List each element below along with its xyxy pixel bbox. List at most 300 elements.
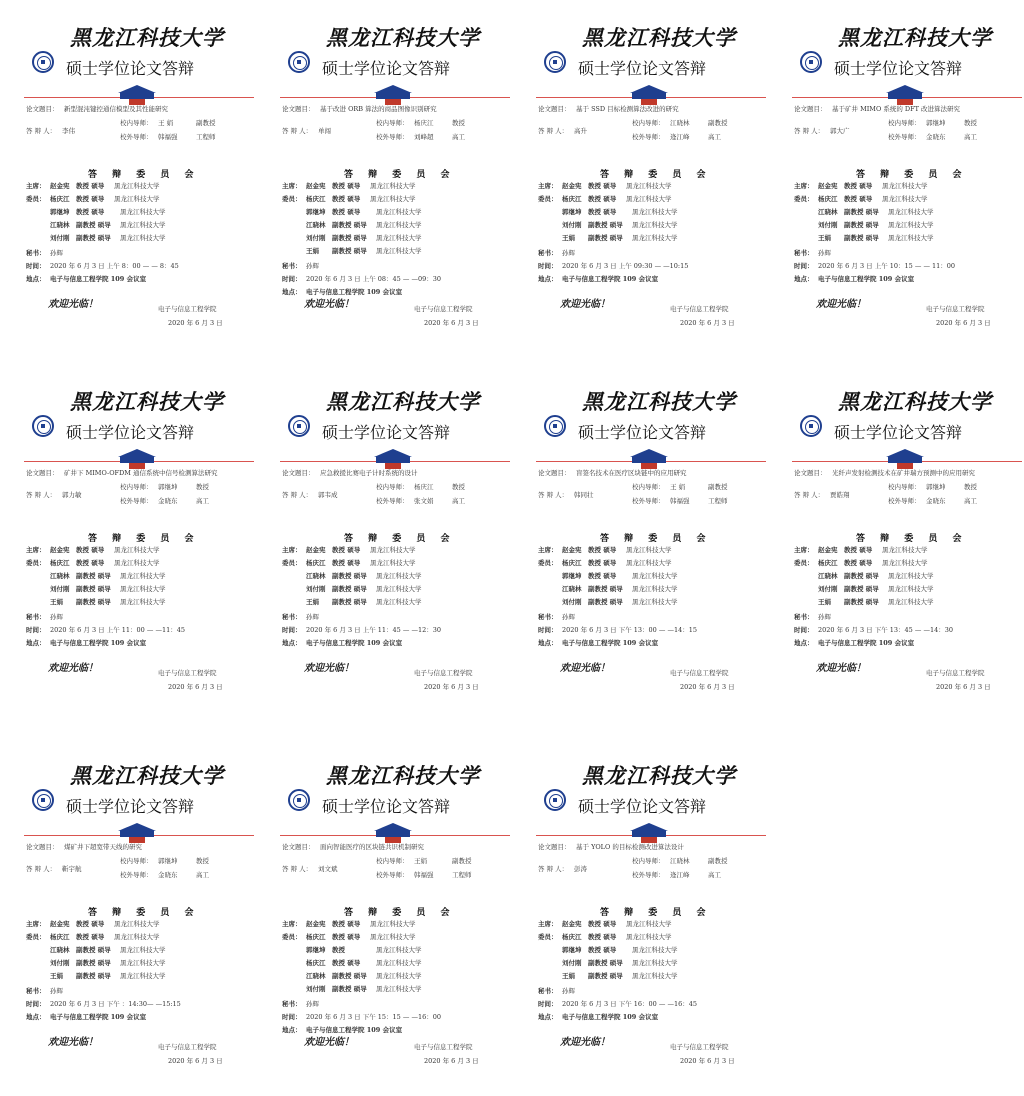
outer-advisor-title: 高工 [708, 871, 721, 879]
member-title: 副教授 硕导 [332, 247, 367, 255]
member-org: 黑龙江科技大学 [888, 234, 934, 242]
poster-card [530, 372, 770, 722]
student-name: 刘文斌 [318, 865, 338, 873]
member-org: 黑龙江科技大学 [120, 598, 166, 606]
place-value: 电子与信息工程学院 109 会议室 [306, 1026, 403, 1034]
member-org: 黑龙江科技大学 [888, 572, 934, 580]
outer-advisor-name: 金晓东 [926, 133, 946, 141]
university-script-title: 黑龙江科技大学 [326, 763, 480, 788]
outer-advisor-name: 刘峰超 [414, 133, 434, 141]
secretary-name: 孙辉 [562, 613, 575, 621]
university-logo-icon [288, 51, 310, 73]
inner-advisor-title: 副教授 [452, 857, 472, 865]
chair-title: 教授 硕导 [844, 182, 873, 190]
chair-org: 黑龙江科技大学 [626, 182, 672, 190]
outer-advisor-title: 工程师 [452, 871, 472, 879]
secretary-label: 秘书： [538, 613, 558, 621]
student-name: 郭大广 [830, 127, 850, 135]
college-name: 电子与信息工程学院 [670, 1043, 729, 1051]
time-label: 时间： [26, 1000, 46, 1008]
university-script-title: 黑龙江科技大学 [70, 763, 224, 788]
member-title: 副教授 硕导 [76, 972, 111, 980]
members-label: 委员： [282, 933, 302, 941]
chair-label: 主席： [794, 546, 814, 554]
place-value: 电子与信息工程学院 109 会议室 [50, 639, 147, 647]
chair-name: 赵金宪 [818, 182, 838, 190]
member-title: 副教授 硕导 [76, 585, 111, 593]
member-org: 黑龙江科技大学 [376, 234, 422, 242]
member-title: 教授 硕导 [844, 559, 873, 567]
outer-advisor-label: 校外导师： [888, 133, 921, 141]
poster-card [530, 8, 770, 358]
outer-advisor-name: 张文娟 [414, 497, 434, 505]
chair-title: 教授 硕导 [588, 546, 617, 554]
member-title: 教授 硕导 [332, 959, 361, 967]
member-org: 黑龙江科技大学 [376, 221, 422, 229]
time-value: 2020 年 6 月 3 日 上午 09:30 — —10:15 [562, 262, 689, 270]
chair-org: 黑龙江科技大学 [370, 546, 416, 554]
place-label: 地点： [26, 275, 46, 283]
chair-org: 黑龙江科技大学 [882, 546, 928, 554]
poster-date: 2020 年 6 月 3 日 [680, 1057, 735, 1065]
member-org: 黑龙江科技大学 [888, 221, 934, 229]
member-title: 副教授 硕导 [588, 221, 623, 229]
chair-name: 赵金宪 [306, 920, 326, 928]
member-name: 郭继坤 [562, 572, 582, 580]
poster-title: 硕士学位论文答辩 [66, 797, 195, 816]
member-title: 副教授 硕导 [844, 208, 879, 216]
poster-date: 2020 年 6 月 3 日 [168, 683, 223, 691]
member-org: 黑龙江科技大学 [632, 946, 678, 954]
inner-advisor-title: 副教授 [708, 119, 728, 127]
chair-label: 主席： [26, 182, 46, 190]
inner-advisor-title: 教授 [196, 483, 209, 491]
topic-value: 矿井下 MIMO-OFDM 通信系统中信号检测算法研究 [64, 469, 218, 477]
member-name: 杨庆江 [562, 933, 582, 941]
inner-advisor-title: 教授 [452, 119, 465, 127]
committee-heading: 答 辩 委 员 会 [600, 170, 712, 180]
chair-label: 主席： [538, 920, 558, 928]
member-org: 黑龙江科技大学 [632, 598, 678, 606]
topic-label: 论文题目： [538, 469, 571, 477]
inner-advisor-title: 教授 [964, 119, 977, 127]
member-name: 王娟 [306, 598, 319, 606]
inner-advisor-label: 校内导师： [376, 483, 409, 491]
member-org: 黑龙江科技大学 [120, 946, 166, 954]
student-label: 答 辩 人： [282, 491, 313, 499]
place-label: 地点： [282, 639, 302, 647]
member-name: 杨庆江 [562, 559, 582, 567]
student-name: 贾皓翔 [830, 491, 850, 499]
secretary-label: 秘书： [538, 249, 558, 257]
member-name: 杨庆江 [306, 195, 326, 203]
inner-advisor-label: 校内导师： [120, 119, 153, 127]
topic-label: 论文题目： [282, 105, 315, 113]
committee-heading: 答 辩 委 员 会 [344, 908, 456, 918]
inner-advisor-label: 校内导师： [376, 857, 409, 865]
member-name: 杨庆江 [818, 559, 838, 567]
member-name: 杨庆江 [306, 959, 326, 967]
poster-title: 硕士学位论文答辩 [322, 797, 451, 816]
chair-org: 黑龙江科技大学 [114, 546, 160, 554]
member-org: 黑龙江科技大学 [632, 972, 678, 980]
member-org: 黑龙江科技大学 [632, 572, 678, 580]
inner-advisor-title: 副教授 [196, 119, 216, 127]
member-name: 江晓林 [306, 221, 326, 229]
place-value: 电子与信息工程学院 109 会议室 [562, 275, 659, 283]
secretary-label: 秘书： [26, 987, 46, 995]
place-label: 地点： [282, 1026, 302, 1034]
welcome-text: 欢迎光临！ [304, 299, 354, 310]
topic-value: 基于改进 ORB 算法的商品图像识别研究 [320, 105, 437, 113]
member-name: 刘付刚 [50, 585, 70, 593]
secretary-name: 孙辉 [50, 613, 63, 621]
chair-name: 赵金宪 [562, 920, 582, 928]
inner-advisor-label: 校内导师： [120, 483, 153, 491]
place-label: 地点： [538, 275, 558, 283]
member-org: 黑龙江科技大学 [114, 195, 160, 203]
secretary-name: 孙辉 [818, 613, 831, 621]
place-label: 地点： [538, 1013, 558, 1021]
university-script-title: 黑龙江科技大学 [326, 389, 480, 414]
secretary-name: 孙辉 [50, 249, 63, 257]
committee-heading: 答 辩 委 员 会 [344, 170, 456, 180]
chair-title: 教授 硕导 [332, 920, 361, 928]
member-name: 郭继坤 [306, 946, 326, 954]
inner-advisor-label: 校内导师： [632, 857, 665, 865]
secretary-name: 孙辉 [562, 987, 575, 995]
member-name: 王娟 [50, 972, 63, 980]
members-label: 委员： [794, 559, 814, 567]
poster-title: 硕士学位论文答辩 [322, 59, 451, 78]
topic-value: 盲签名技术在医疗区块链中的应用研究 [576, 469, 687, 477]
member-title: 副教授 硕导 [844, 221, 879, 229]
time-value: 2020 年 6 月 3 日 上午 11：00 — —11：45 [50, 626, 185, 634]
chair-title: 教授 硕导 [588, 182, 617, 190]
member-name: 郭继坤 [562, 208, 582, 216]
committee-heading: 答 辩 委 员 会 [88, 170, 200, 180]
poster-card [786, 8, 1024, 358]
poster-card [18, 8, 258, 358]
place-value: 电子与信息工程学院 109 会议室 [50, 275, 147, 283]
poster-date: 2020 年 6 月 3 日 [680, 319, 735, 327]
place-label: 地点： [538, 639, 558, 647]
poster-date: 2020 年 6 月 3 日 [936, 683, 991, 691]
member-title: 教授 硕导 [332, 559, 361, 567]
poster-date: 2020 年 6 月 3 日 [680, 683, 735, 691]
chair-label: 主席： [538, 546, 558, 554]
member-name: 王娟 [562, 972, 575, 980]
outer-advisor-title: 高工 [964, 497, 977, 505]
welcome-text: 欢迎光临！ [304, 1037, 354, 1048]
time-label: 时间： [282, 626, 302, 634]
poster-title: 硕士学位论文答辩 [66, 59, 195, 78]
time-value: 2020 年 6 月 3 日 下午 16：00 — —16：45 [562, 1000, 697, 1008]
committee-heading: 答 辩 委 员 会 [600, 534, 712, 544]
student-label: 答 辩 人： [26, 127, 57, 135]
committee-heading: 答 辩 委 员 会 [88, 534, 200, 544]
member-title: 副教授 硕导 [844, 572, 879, 580]
topic-value: 面向智能医疗的区块链共识机制研究 [320, 843, 424, 851]
member-org: 黑龙江科技大学 [376, 598, 422, 606]
member-name: 江晓林 [50, 221, 70, 229]
inner-advisor-label: 校内导师： [888, 119, 921, 127]
outer-advisor-title: 工程师 [196, 133, 216, 141]
chair-name: 赵金宪 [562, 546, 582, 554]
chair-name: 赵金宪 [562, 182, 582, 190]
place-value: 电子与信息工程学院 109 会议室 [818, 639, 915, 647]
poster-date: 2020 年 6 月 3 日 [168, 1057, 223, 1065]
member-org: 黑龙江科技大学 [120, 208, 166, 216]
place-value: 电子与信息工程学院 109 会议室 [562, 1013, 659, 1021]
member-name: 郭继坤 [306, 208, 326, 216]
outer-advisor-title: 高工 [196, 871, 209, 879]
place-value: 电子与信息工程学院 109 会议室 [306, 288, 403, 296]
member-org: 黑龙江科技大学 [370, 933, 416, 941]
time-label: 时间： [282, 275, 302, 283]
college-name: 电子与信息工程学院 [414, 1043, 473, 1051]
secretary-label: 秘书： [282, 1000, 302, 1008]
inner-advisor-name: 江晓林 [670, 857, 690, 865]
topic-label: 论文题目： [26, 843, 59, 851]
member-name: 杨庆江 [818, 195, 838, 203]
student-name: 靳宇航 [62, 865, 82, 873]
student-label: 答 辩 人： [794, 491, 825, 499]
member-name: 郭继坤 [50, 208, 70, 216]
inner-advisor-name: 杨庆江 [414, 119, 434, 127]
student-name: 彭涛 [574, 865, 587, 873]
poster-date: 2020 年 6 月 3 日 [424, 1057, 479, 1065]
poster-title: 硕士学位论文答辩 [66, 423, 195, 442]
place-label: 地点： [794, 639, 814, 647]
secretary-label: 秘书： [282, 262, 302, 270]
outer-advisor-label: 校外导师： [632, 497, 665, 505]
place-label: 地点： [794, 275, 814, 283]
member-org: 黑龙江科技大学 [888, 598, 934, 606]
outer-advisor-label: 校外导师： [632, 871, 665, 879]
welcome-text: 欢迎光临！ [816, 299, 866, 310]
outer-advisor-label: 校外导师： [120, 871, 153, 879]
member-org: 黑龙江科技大学 [632, 959, 678, 967]
university-script-title: 黑龙江科技大学 [582, 389, 736, 414]
inner-advisor-label: 校内导师： [376, 119, 409, 127]
inner-advisor-name: 郭继坤 [926, 483, 946, 491]
outer-advisor-label: 校外导师： [120, 133, 153, 141]
member-name: 郭继坤 [562, 946, 582, 954]
member-name: 杨庆江 [50, 195, 70, 203]
outer-advisor-label: 校外导师： [376, 133, 409, 141]
welcome-text: 欢迎光临！ [304, 663, 354, 674]
student-label: 答 辩 人： [538, 865, 569, 873]
chair-name: 赵金宪 [50, 182, 70, 190]
college-name: 电子与信息工程学院 [414, 305, 473, 313]
chair-org: 黑龙江科技大学 [370, 182, 416, 190]
outer-advisor-title: 高工 [708, 133, 721, 141]
member-name: 杨庆江 [50, 559, 70, 567]
member-org: 黑龙江科技大学 [114, 559, 160, 567]
member-title: 教授 硕导 [76, 559, 105, 567]
university-logo-icon [288, 789, 310, 811]
poster-title: 硕士学位论文答辩 [322, 423, 451, 442]
member-org: 黑龙江科技大学 [120, 972, 166, 980]
outer-advisor-label: 校外导师： [632, 133, 665, 141]
member-org: 黑龙江科技大学 [376, 959, 422, 967]
outer-advisor-name: 金晓东 [926, 497, 946, 505]
time-label: 时间： [538, 1000, 558, 1008]
member-org: 黑龙江科技大学 [120, 572, 166, 580]
time-label: 时间： [794, 262, 814, 270]
members-label: 委员： [538, 933, 558, 941]
member-name: 杨庆江 [50, 933, 70, 941]
member-name: 王娟 [818, 598, 831, 606]
university-logo-icon [544, 415, 566, 437]
college-name: 电子与信息工程学院 [926, 669, 985, 677]
university-logo-icon [32, 51, 54, 73]
secretary-name: 孙辉 [306, 1000, 319, 1008]
student-label: 答 辩 人： [26, 491, 57, 499]
welcome-text: 欢迎光临！ [560, 663, 610, 674]
place-value: 电子与信息工程学院 109 会议室 [50, 1013, 147, 1021]
poster-card [18, 372, 258, 722]
member-title: 教授 硕导 [588, 572, 617, 580]
inner-advisor-name: 郭继坤 [158, 483, 178, 491]
time-label: 时间： [282, 1013, 302, 1021]
chair-name: 赵金宪 [306, 546, 326, 554]
university-logo-icon [800, 51, 822, 73]
member-name: 杨庆江 [306, 559, 326, 567]
chair-title: 教授 硕导 [332, 546, 361, 554]
member-title: 副教授 硕导 [332, 972, 367, 980]
inner-advisor-name: 郭继坤 [926, 119, 946, 127]
member-name: 江晓林 [818, 208, 838, 216]
chair-name: 赵金宪 [306, 182, 326, 190]
member-title: 副教授 硕导 [76, 221, 111, 229]
university-logo-icon [288, 415, 310, 437]
time-value: 2020 年 6 月 3 日 上午 10：15 — — 11：00 [818, 262, 956, 270]
secretary-name: 孙辉 [306, 262, 319, 270]
member-title: 副教授 硕导 [332, 598, 367, 606]
member-org: 黑龙江科技大学 [626, 559, 672, 567]
university-script-title: 黑龙江科技大学 [838, 25, 992, 50]
secretary-name: 孙辉 [818, 249, 831, 257]
member-title: 教授 硕导 [844, 195, 873, 203]
member-name: 刘付刚 [306, 234, 326, 242]
chair-title: 教授 硕导 [844, 546, 873, 554]
member-title: 教授 硕导 [588, 559, 617, 567]
outer-advisor-name: 韩福强 [670, 497, 690, 505]
university-logo-icon [32, 415, 54, 437]
welcome-text: 欢迎光临！ [560, 1037, 610, 1048]
member-org: 黑龙江科技大学 [882, 559, 928, 567]
member-name: 刘付刚 [562, 221, 582, 229]
topic-value: 基于 SSD 目标检测算法改进的研究 [576, 105, 679, 113]
welcome-text: 欢迎光临！ [48, 663, 98, 674]
topic-label: 论文题目： [282, 843, 315, 851]
chair-org: 黑龙江科技大学 [626, 920, 672, 928]
member-title: 副教授 硕导 [76, 572, 111, 580]
chair-label: 主席： [538, 182, 558, 190]
outer-advisor-name: 韩福强 [158, 133, 178, 141]
member-org: 黑龙江科技大学 [120, 221, 166, 229]
time-label: 时间： [538, 262, 558, 270]
member-name: 江晓林 [562, 585, 582, 593]
inner-advisor-label: 校内导师： [632, 119, 665, 127]
member-name: 刘付刚 [818, 585, 838, 593]
chair-label: 主席： [26, 546, 46, 554]
chair-title: 教授 硕导 [588, 920, 617, 928]
inner-advisor-title: 教授 [196, 857, 209, 865]
poster-title: 硕士学位论文答辩 [578, 423, 707, 442]
member-title: 教授 硕导 [588, 946, 617, 954]
chair-name: 赵金宪 [50, 920, 70, 928]
place-value: 电子与信息工程学院 109 会议室 [818, 275, 915, 283]
member-title: 教授 硕导 [332, 195, 361, 203]
secretary-label: 秘书： [26, 249, 46, 257]
secretary-name: 孙辉 [306, 613, 319, 621]
outer-advisor-title: 工程师 [708, 497, 728, 505]
topic-label: 论文题目： [26, 105, 59, 113]
outer-advisor-label: 校外导师： [120, 497, 153, 505]
chair-title: 教授 硕导 [332, 182, 361, 190]
chair-name: 赵金宪 [818, 546, 838, 554]
place-label: 地点： [282, 288, 302, 296]
member-org: 黑龙江科技大学 [626, 933, 672, 941]
student-label: 答 辩 人： [26, 865, 57, 873]
time-value: 2020 年 6 月 3 日 下午 ：14:30— —15:15 [50, 1000, 181, 1008]
inner-advisor-name: 王 娟 [158, 119, 174, 127]
committee-heading: 答 辩 委 员 会 [88, 908, 200, 918]
topic-label: 论文题目： [538, 105, 571, 113]
member-title: 副教授 硕导 [76, 234, 111, 242]
member-name: 刘付刚 [50, 234, 70, 242]
topic-value: 应急救援比赛电子计时系统的设计 [320, 469, 418, 477]
secretary-label: 秘书： [282, 613, 302, 621]
outer-advisor-name: 金晓东 [158, 871, 178, 879]
poster-date: 2020 年 6 月 3 日 [168, 319, 223, 327]
outer-advisor-label: 校外导师： [888, 497, 921, 505]
outer-advisor-title: 高工 [196, 497, 209, 505]
member-org: 黑龙江科技大学 [632, 221, 678, 229]
poster-date: 2020 年 6 月 3 日 [424, 683, 479, 691]
chair-label: 主席： [282, 546, 302, 554]
chair-org: 黑龙江科技大学 [370, 920, 416, 928]
chair-org: 黑龙江科技大学 [882, 182, 928, 190]
poster-title: 硕士学位论文答辩 [834, 423, 963, 442]
inner-advisor-label: 校内导师： [120, 857, 153, 865]
inner-advisor-title: 副教授 [708, 857, 728, 865]
member-title: 副教授 硕导 [588, 585, 623, 593]
member-org: 黑龙江科技大学 [888, 208, 934, 216]
members-label: 委员： [282, 195, 302, 203]
place-value: 电子与信息工程学院 109 会议室 [562, 639, 659, 647]
outer-advisor-name: 逄江峰 [670, 871, 690, 879]
member-org: 黑龙江科技大学 [626, 195, 672, 203]
topic-value: 基于 YOLO 的目标检测改进算法设计 [576, 843, 684, 851]
committee-heading: 答 辩 委 员 会 [856, 534, 968, 544]
member-title: 教授 [332, 946, 345, 954]
members-label: 委员： [794, 195, 814, 203]
inner-advisor-name: 王娟 [414, 857, 427, 865]
time-value: 2020 年 6 月 3 日 上午 11：45 — —12：30 [306, 626, 441, 634]
chair-title: 教授 硕导 [76, 182, 105, 190]
committee-heading: 答 辩 委 员 会 [600, 908, 712, 918]
student-label: 答 辩 人： [538, 491, 569, 499]
member-title: 教授 硕导 [76, 195, 105, 203]
topic-value: 新型混沌键控通信模型及其性能研究 [64, 105, 168, 113]
member-org: 黑龙江科技大学 [376, 247, 422, 255]
member-org: 黑龙江科技大学 [882, 195, 928, 203]
inner-advisor-title: 教授 [452, 483, 465, 491]
